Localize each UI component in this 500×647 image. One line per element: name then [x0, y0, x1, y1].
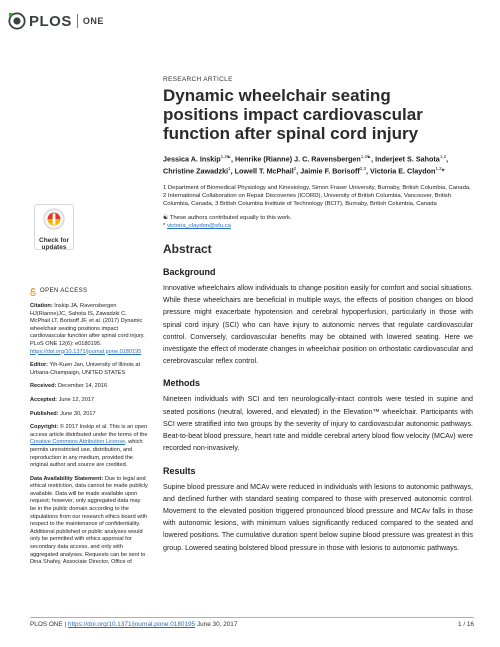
author-separator: ,	[230, 154, 235, 164]
section-heading-results: Results	[163, 465, 196, 476]
copyright-text-end: , which permits unrestricted use, distribution, and reproduction in any medium, provided the original author and source are credited.	[30, 439, 143, 469]
author-notes	[163, 214, 473, 230]
author-list	[163, 152, 473, 177]
footer-doi-link[interactable]: https://doi.org/10.1371/journal.pone.0180195	[67, 621, 196, 628]
affiliations: 1 Department of Biomedical Physiology and Kinesiology, Simon Fraser University, Burnaby, British Columbia, Canada, 2 International Collaboration on Repair Discoveries (ICORD), University of British Columbia, Vancouver, British Columbia, Canada, 3 British Columbia Institute of Technology (BCIT), Burnaby, British Columbia, Canada	[163, 184, 471, 207]
data-availability-block	[30, 476, 148, 567]
author-affiliation-marker: 1,2☯	[360, 154, 372, 159]
section-heading-methods: Methods	[163, 378, 200, 389]
editor-block	[30, 362, 148, 377]
received-block	[30, 383, 148, 391]
copyright-text-start: © 2017 Inskip et al. This is an open access article distributed under the terms of the	[30, 424, 148, 438]
received-date: December 14, 2016	[58, 383, 108, 390]
email-marker: *	[163, 223, 167, 230]
author-affiliation-marker: 1,2☯	[220, 154, 231, 159]
footer-citation: PLOS ONE | https://doi.org/10.1371/journal.pone.0180195 June 30, 2017	[30, 621, 238, 628]
journal-header	[0, 0, 500, 40]
author-separator: ,	[446, 154, 449, 164]
author-separator: ,	[371, 154, 376, 164]
author-name: Henrike (Rianne) J. C. Ravensbergen	[234, 154, 361, 164]
cc-license-link[interactable]: Creative Commons Attribution License	[30, 439, 126, 446]
published-date: June 30, 2017	[60, 410, 96, 417]
author-name: Christine Zawadzki	[163, 166, 229, 176]
footer-divider	[30, 617, 474, 618]
page-number: 1 / 16	[458, 621, 474, 628]
section-heading-background: Background	[163, 267, 216, 278]
crossmark-icon	[43, 208, 65, 230]
check-for-updates-badge[interactable]	[34, 204, 74, 250]
copyright-label: Copyright:	[30, 424, 59, 431]
author-separator: *	[441, 166, 445, 176]
citation-text: Inskip JA, Ravensbergen HJ(Rianne)JC, Sahota IS, Zawadzki C, McPhail LT, Borisoff JF, et al. (2017) Dynamic wheelchair seating positions impact cardiovascular function after spinal cord injury. PLoS ONE 12(6): e0180195.	[30, 303, 145, 347]
article-type-label: RESEARCH ARTICLE	[163, 76, 233, 83]
author-name: Victoria E. Claydon	[370, 166, 436, 176]
page-footer	[30, 621, 474, 631]
author-name: Lowell T. McPhail	[234, 166, 294, 176]
corresponding-email-note	[163, 222, 473, 230]
article-title: Dynamic wheelchair seating positions impact cardiovascular function after spinal cord injury	[163, 86, 423, 143]
abstract-heading: Abstract	[163, 242, 212, 257]
article-metadata-sidebar	[30, 288, 148, 573]
citation-label: Citation:	[30, 303, 53, 309]
logo-divider	[77, 14, 78, 28]
accepted-date: June 12, 2017	[58, 396, 95, 403]
plos-globe-icon	[8, 12, 26, 30]
open-lock-icon	[30, 288, 36, 296]
equal-contribution-note: ☯ These authors contributed equally to this work.	[163, 215, 292, 222]
data-availability-text: Due to legal and ethical restriction, data cannot be made publicly available. Data will be made available upon request; however, only aggregated data may be in the public domain according to the stipulations from our research ethics board with respect to the maintenance of confidentiality. Additional published or public analyses would only be permitted with ethics approval for secondary data access, and only with aggregated analyses. Requests can be sent to Dina Shafey, Associate Director, Office of	[30, 475, 148, 566]
article-main-column	[163, 76, 473, 554]
section-text-methods: Nineteen individuals with SCI and ten neurologically-intact controls were tested in supine and seated positions (neutral, lowered, and elevated) in the Elevation™ wheelchair. Participants with SCI were stratified into two groups by the severity of injury to cardiovascular autonomic pathways. Beat-to-beat blood pressure, heart rate and middle cerebral artery blood flow velocity (MCAv) were recorded non-invasively.	[163, 395, 473, 453]
author-separator: ,	[366, 166, 371, 176]
author-affiliation-marker: 1,2	[435, 166, 442, 172]
data-availability-label: Data Availability Statement:	[30, 475, 104, 482]
footer-journal: PLOS ONE	[30, 621, 63, 628]
published-label: Published:	[30, 410, 59, 417]
footer-date: June 30, 2017	[196, 621, 238, 628]
citation-doi-link[interactable]: https://doi.org/10.1371/journal.pone.0180195	[30, 348, 142, 355]
plos-one-logo[interactable]	[8, 12, 104, 30]
author-affiliation-marker: 1	[228, 166, 231, 172]
author-name: Jaimie F. Borisoff	[300, 166, 360, 176]
citation-block	[30, 303, 148, 356]
check-for-updates-label: Check for updates	[39, 237, 69, 251]
author-affiliation-marker: 2	[293, 166, 297, 172]
open-access-label: OPEN ACCESS	[40, 288, 88, 295]
editor-label: Editor:	[30, 362, 49, 369]
section-text-background: Innovative wheelchairs allow individuals to change position easily for comfort and social situations. While these wheelchairs are beneficial in multiple ways, the effects of position changes on blood pressure might exacerbate hypotension and cerebral hypoperfusion, particularly in those with spinal cord injury (SCI) who can have injury to autonomic nerves that regulate cardiovascular control. Conversely, cardiovascular benefits may be obtained with lowered seating. Here we investigate the effect of moderate changes in wheelchair position on orthostatic cardiovascular and cerebrovascular reflex control.	[163, 284, 473, 366]
received-label: Received:	[30, 383, 57, 390]
author-separator: ,	[296, 166, 301, 176]
open-access-badge	[30, 288, 148, 296]
accepted-label: Accepted:	[30, 396, 58, 403]
author-name: Inderjeet S. Sahota	[375, 154, 440, 164]
editor-text: Yih-Kuen Jan, University of Illinois at Urbana-Champaign, UNITED STATES	[30, 362, 141, 376]
author-affiliation-marker: 2,3	[359, 166, 367, 172]
accepted-block	[30, 397, 148, 405]
section-text-results: Supine blood pressure and MCAv were reduced in individuals with lesions to autonomic pathways, and declined further with standard seating compared to those with preserved autonomic control. Movement to the elevated position triggered pronounced blood pressure and MCAv falls in those with autonomic lesions, with minimum values significantly reduced compared to the seated and lowered positions. The cumulative duration spent below supine blood pressure was greatest in this group. Lowered seating bolstered blood pressure in those with lesions to autonomic pathways.	[163, 482, 473, 552]
author-separator: ,	[230, 166, 235, 176]
published-block	[30, 411, 148, 419]
copyright-block	[30, 424, 148, 470]
author-affiliation-marker: 1,2	[439, 154, 447, 159]
corresponding-email-link[interactable]: victoria_claydon@sfu.ca	[166, 223, 231, 230]
logo-journal: ONE	[82, 16, 104, 26]
author-name: Jessica A. Inskip	[163, 154, 221, 164]
logo-brand: PLOS	[29, 12, 72, 30]
